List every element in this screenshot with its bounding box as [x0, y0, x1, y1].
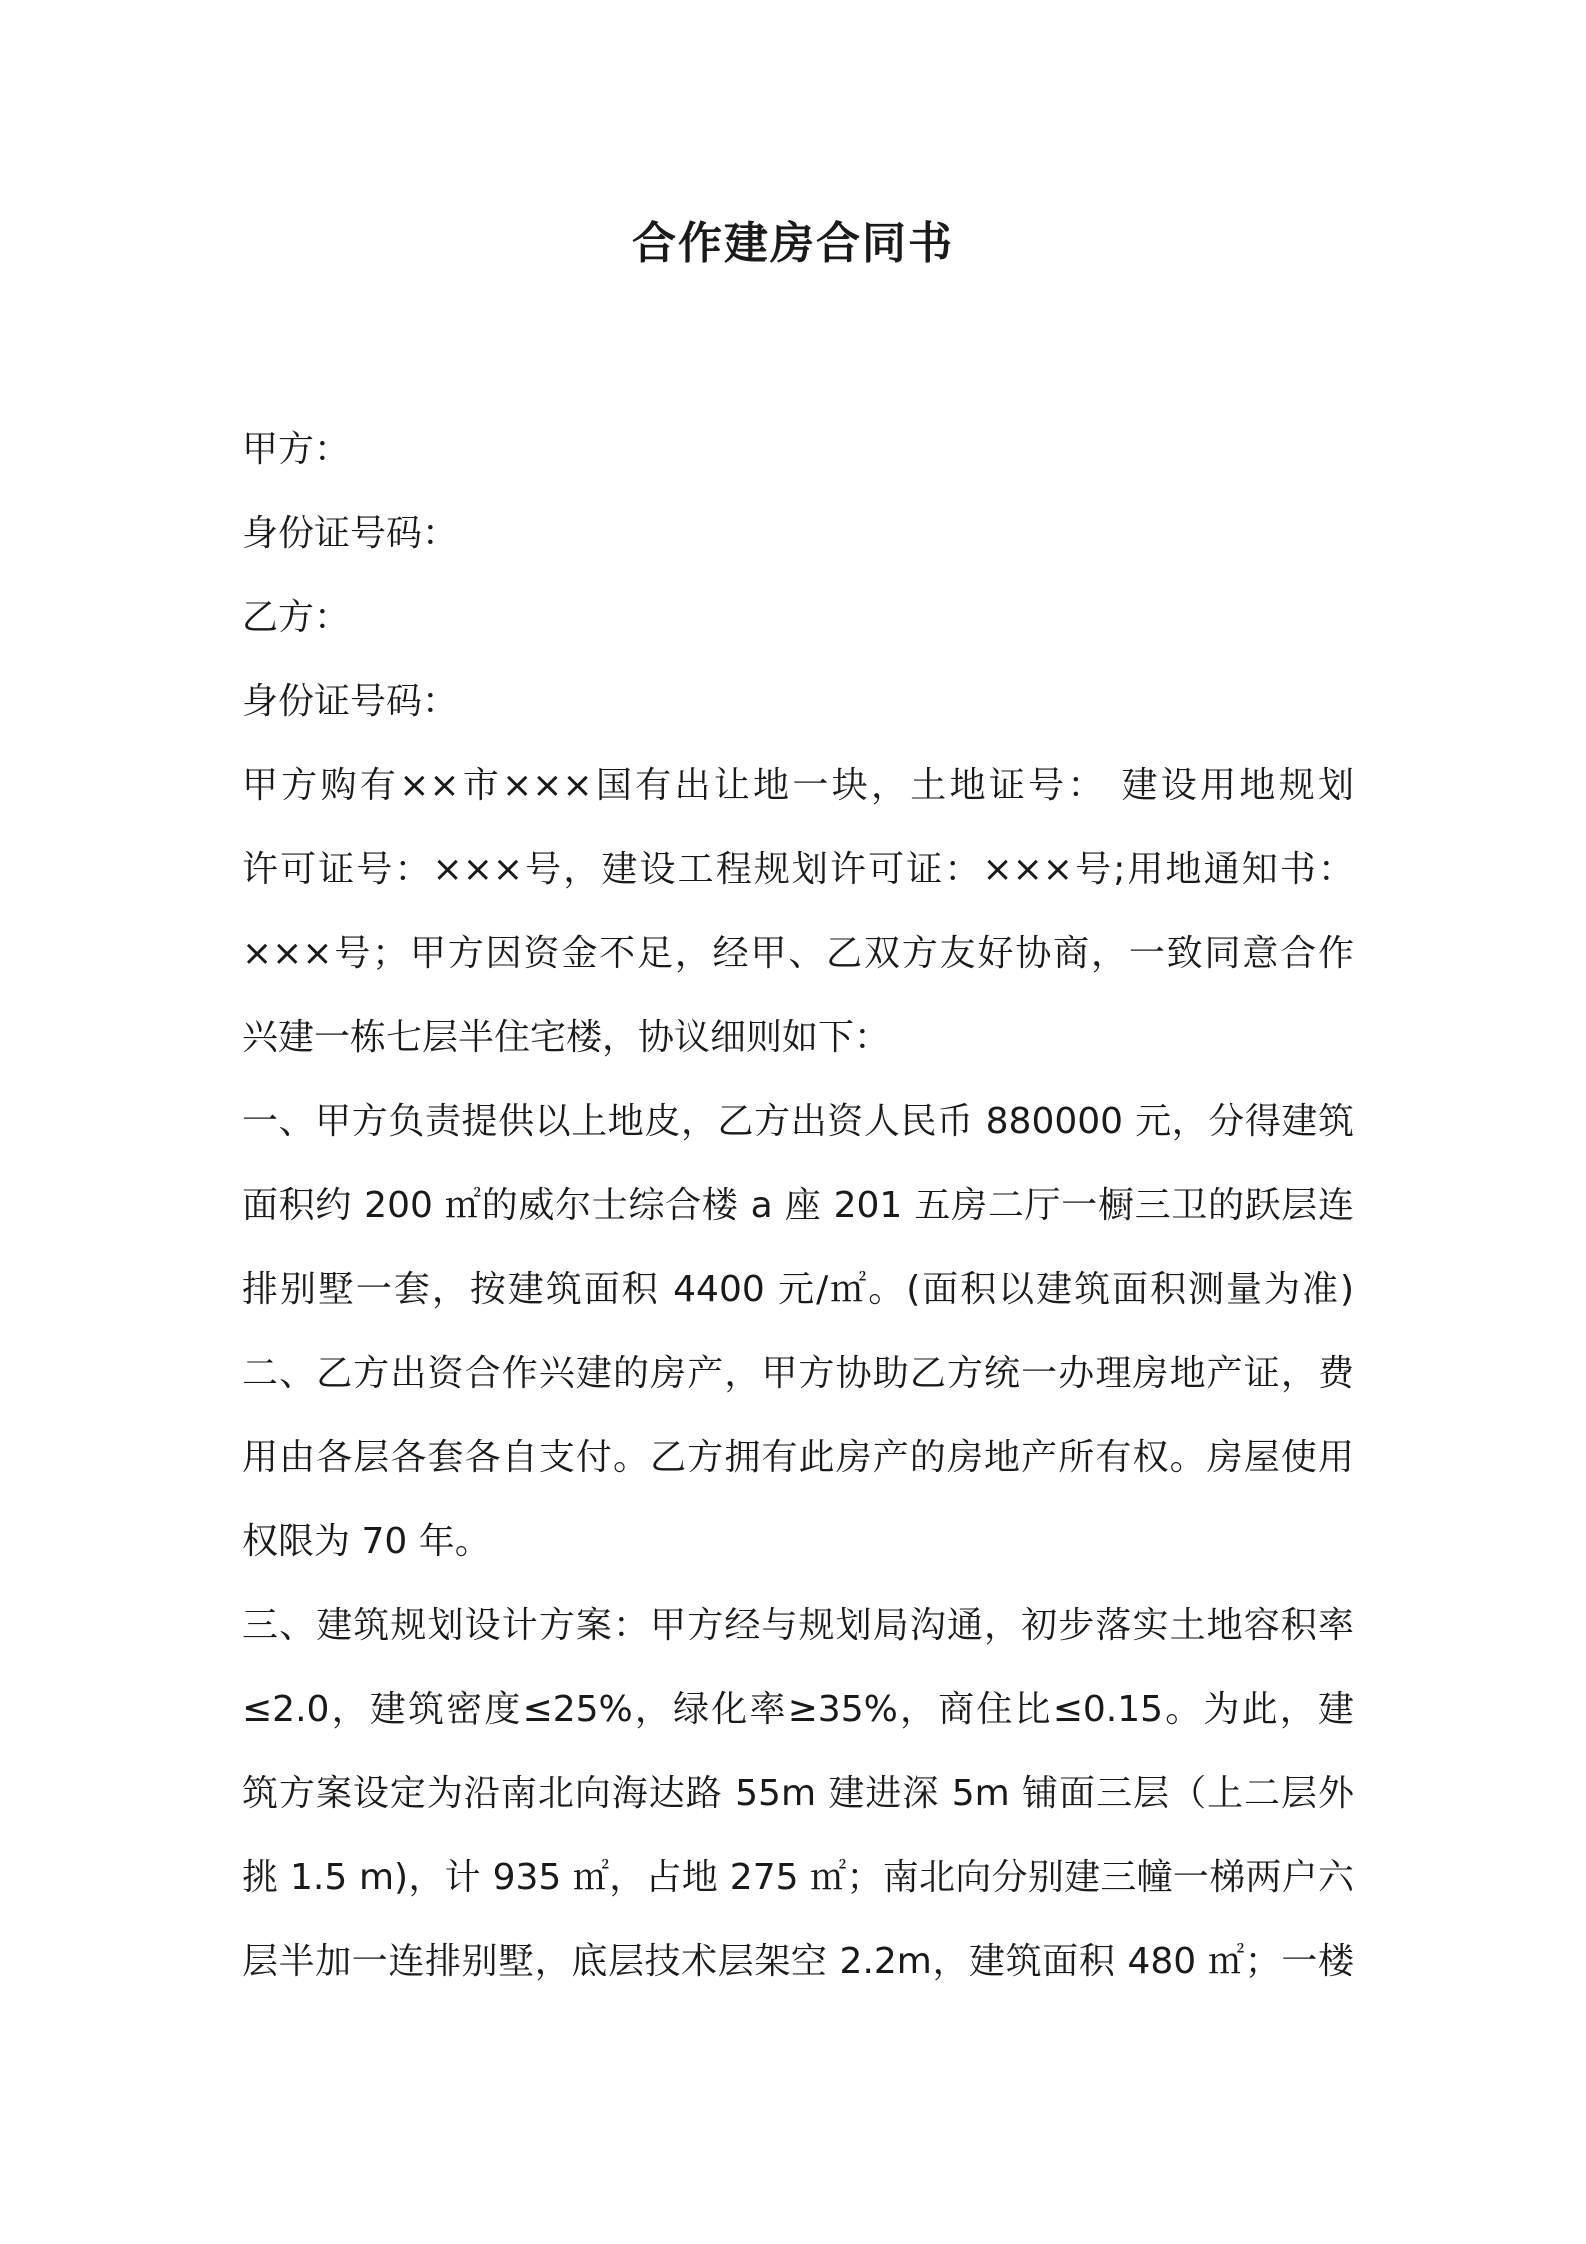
clause-1-line: 面积约 200 ㎡的威尔士综合楼 a 座 201 五房二厅一橱三卫的跃层连: [242, 1185, 1354, 1226]
clause-3-line: 挑 1.5 m)，计 935 ㎡，占地 275 ㎡；南北向分别建三幢一梯两户六: [242, 1857, 1354, 1898]
party-b-label: 乙方：: [242, 597, 351, 638]
party-b-id-label: 身份证号码：: [242, 681, 459, 722]
paragraph-line: ×××号；甲方因资金不足，经甲、乙双方友好协商，一致同意合作: [242, 933, 1354, 974]
paragraph-line: 兴建一栋七层半住宅楼，协议细则如下：: [242, 1017, 891, 1058]
paragraph-line: 甲方购有××市×××国有出让地一块，土地证号： 建设用地规划: [242, 765, 1354, 806]
clause-2-line: 权限为 70 年。: [242, 1521, 491, 1562]
clause-2-line: 二、乙方出资合作兴建的房产，甲方协助乙方统一办理房地产证，费: [242, 1353, 1354, 1394]
document-title: 合作建房合同书: [632, 218, 954, 269]
clause-1-line: 一、甲方负责提供以上地皮，乙方出资人民币 880000 元，分得建筑: [242, 1101, 1354, 1142]
clause-2-line: 用由各层各套各自支付。乙方拥有此房产的房地产所有权。房屋使用: [242, 1437, 1354, 1478]
clause-3-line: 筑方案设定为沿南北向海达路 55m 建进深 5m 铺面三层（上二层外: [242, 1773, 1354, 1814]
clause-1-line: 排别墅一套，按建筑面积 4400 元/㎡。(面积以建筑面积测量为准): [242, 1269, 1354, 1310]
clause-3-line: 层半加一连排别墅，底层技术层架空 2.2m，建筑面积 480 ㎡；一楼: [242, 1941, 1354, 1982]
party-a-id-label: 身份证号码：: [242, 513, 459, 554]
party-a-label: 甲方：: [242, 429, 351, 470]
paragraph-line: 许可证号：×××号，建设工程规划许可证：×××号;用地通知书：: [242, 849, 1354, 890]
clause-3-line: ≤2.0，建筑密度≤25%，绿化率≥35%，商住比≤0.15。为此，建: [242, 1689, 1354, 1730]
clause-3-line: 三、建筑规划设计方案：甲方经与规划局沟通，初步落实土地容积率: [242, 1605, 1354, 1646]
document-body: [242, 408, 1354, 2004]
